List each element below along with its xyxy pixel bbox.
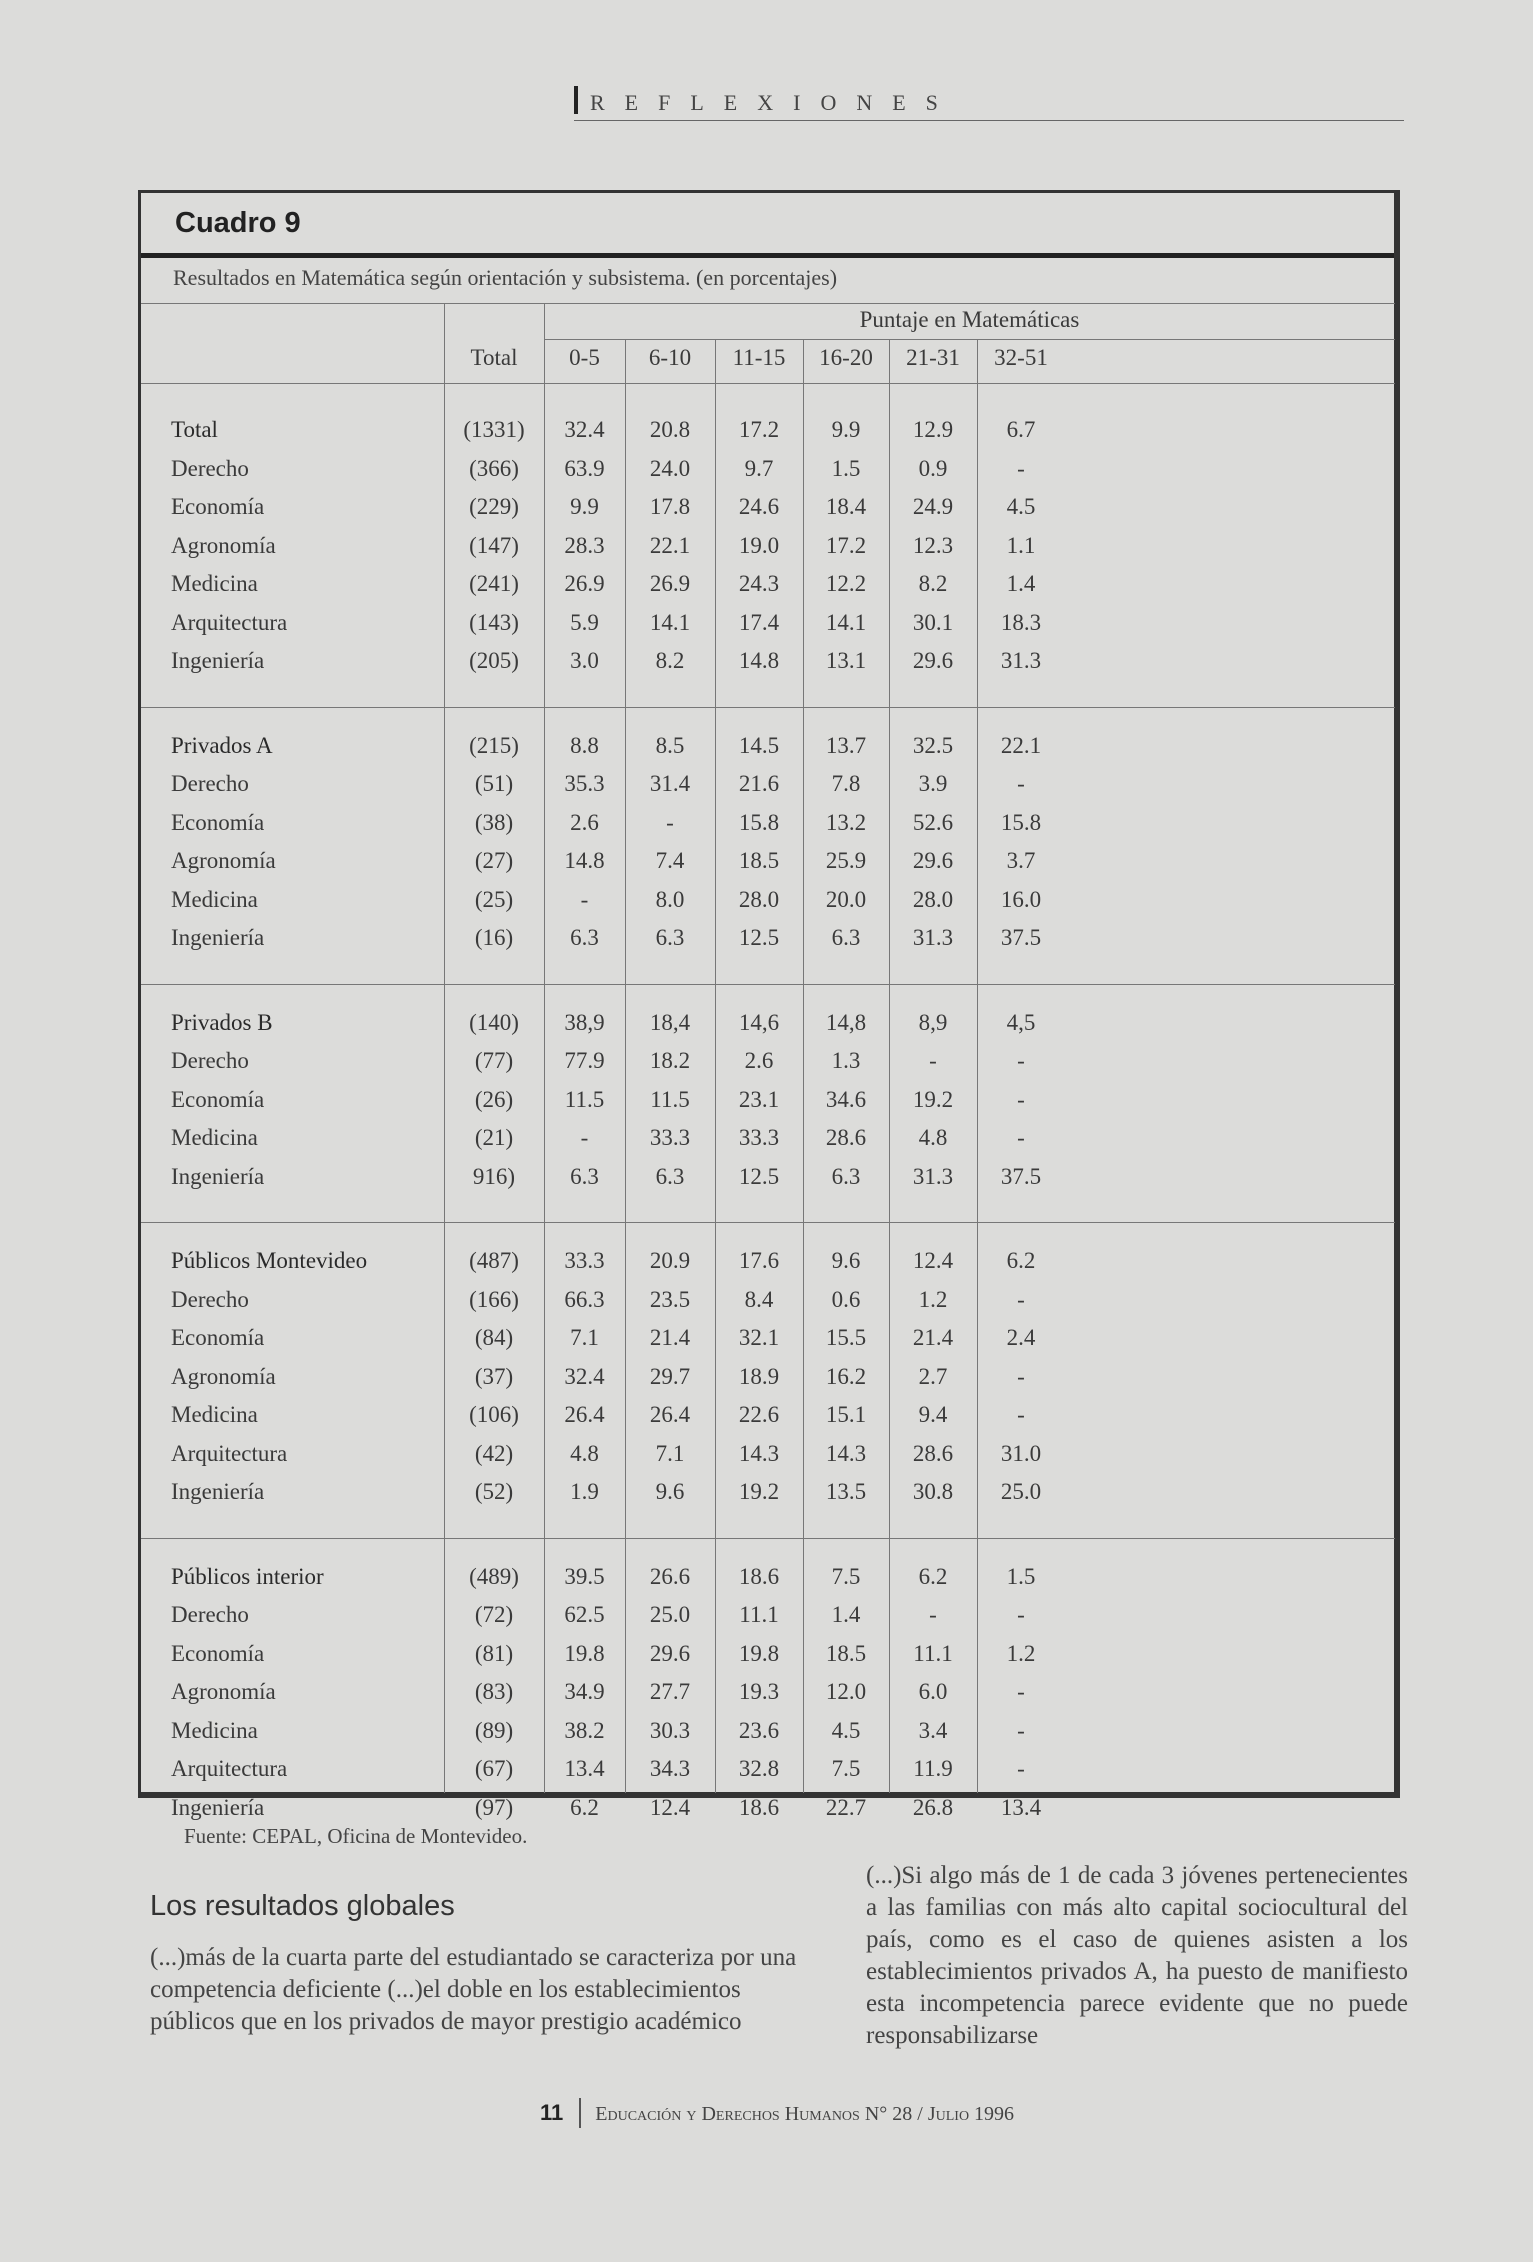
table-cell: 25.9 (825, 848, 867, 873)
table-cell: 32.1 (738, 1325, 780, 1350)
table-cell: 2.6 (570, 809, 599, 835)
table-cell: 0.6 (831, 1286, 861, 1312)
row-label: Medicina (171, 886, 258, 912)
table-cell: 6.3 (655, 925, 685, 950)
table-cell: 34.6 (825, 1086, 867, 1112)
table-cell: (26) (474, 1086, 514, 1112)
row-label: Economía (171, 1640, 265, 1666)
issue-info: N° 28 / Julio 1996 (864, 2103, 1015, 2125)
table-cell: (77) (474, 1048, 514, 1073)
table-cell: 6.3 (831, 925, 861, 950)
table-cell: 29.7 (649, 1363, 691, 1389)
table-cell: 11.1 (913, 1640, 953, 1666)
table-cell: 9.6 (655, 1479, 685, 1504)
table-cell: 3.9 (918, 771, 948, 796)
row-label: Medicina (171, 1125, 258, 1150)
table-cell: 14.3 (738, 1440, 780, 1466)
table-cell: 31.0 (1000, 1440, 1042, 1466)
table-cell: 7.1 (655, 1440, 685, 1466)
table-cell: (81) (474, 1640, 514, 1666)
table-cell: 77.9 (564, 1048, 605, 1073)
table-cell: 33.3 (738, 1125, 780, 1150)
row-label: Ingeniería (171, 1794, 265, 1820)
footer-separator (579, 2098, 581, 2128)
row-label: Arquitectura (171, 1440, 288, 1466)
table-cell: 9.6 (831, 1248, 861, 1273)
table-cell: (72) (474, 1602, 514, 1627)
table-cell: 1.5 (831, 455, 861, 481)
table-cell: (38) (474, 809, 514, 835)
header-bar (574, 86, 578, 114)
table-cell: 31.3 (912, 925, 954, 950)
table-cell: 26.4 (649, 1402, 691, 1427)
table-cell: 27.7 (649, 1679, 691, 1704)
table-cell: 14.1 (649, 609, 691, 635)
table-cell: 1.1 (1006, 532, 1036, 558)
row-label: Arquitectura (171, 1756, 288, 1781)
table-cell: 19.8 (738, 1640, 780, 1666)
table-cell: 1.4 (1006, 571, 1036, 596)
column-rule (889, 339, 890, 1793)
table-cell: 11.5 (650, 1086, 690, 1112)
table-cell: - (929, 1602, 937, 1627)
table-cell: 18.4 (825, 494, 867, 519)
row-label: Economía (171, 1086, 265, 1112)
table-cell: 1.2 (1006, 1640, 1036, 1666)
table-cell: 22.7 (825, 1794, 867, 1820)
table-cell: 20.0 (825, 886, 867, 912)
table-cell: 7.5 (831, 1563, 861, 1589)
row-label: Arquitectura (171, 609, 288, 635)
table-cell: 3.0 (570, 648, 599, 673)
row-label: Agronomía (171, 1679, 276, 1704)
table-cell: 6.0 (918, 1679, 948, 1704)
column-rule (715, 339, 716, 1793)
table-cell: (1331) (463, 417, 525, 442)
column-header: 0-5 (569, 345, 600, 370)
table-cell: 18.2 (649, 1048, 691, 1073)
group-label: Públicos Montevideo (171, 1248, 368, 1273)
table-cell: 7.8 (831, 771, 861, 796)
table-cell: (147) (469, 532, 519, 558)
table-caption: Resultados en Matemática según orientación y subsistema. (en porcentajes) (173, 265, 838, 290)
table-cell: 37.5 (1000, 925, 1042, 950)
title-rule (141, 253, 1394, 258)
table-cell: (83) (474, 1679, 514, 1704)
table-cell: 28.0 (912, 886, 954, 912)
table-cell: 13.4 (1000, 1794, 1042, 1820)
row-label: Derecho (171, 771, 249, 796)
table-cell: 18.6 (738, 1563, 780, 1589)
table-cell: (42) (474, 1440, 514, 1466)
table-cell: 26.9 (649, 571, 691, 596)
table-cell: 26.8 (912, 1794, 954, 1820)
table-cell: 15.5 (825, 1325, 867, 1350)
table-cell: 24.3 (738, 571, 780, 596)
table-cell: 17.8 (649, 494, 691, 519)
table-cell: 7.1 (570, 1325, 599, 1350)
section-heading: Los resultados globales (150, 1890, 455, 1922)
table-cell: 1.2 (918, 1286, 948, 1312)
table-cell: 30.3 (649, 1717, 691, 1743)
left-paragraph: (...)más de la cuarta parte del estudiantado se caracteriza por una competencia deficiente (...)el doble en los establecimientos públicos que en los privados de mayor prestigio académico (150, 1944, 797, 2035)
table-cell: - (1017, 1717, 1025, 1743)
table-cell: 14.8 (564, 848, 605, 873)
table-cell: 66.3 (564, 1286, 605, 1312)
table-cell: 24.9 (912, 494, 954, 519)
table-cell: - (1017, 1679, 1025, 1704)
table-cell: 14.8 (738, 648, 780, 673)
group-divider (141, 984, 1395, 985)
table-cell: 11.5 (564, 1086, 605, 1112)
table-cell: 12.3 (912, 532, 954, 558)
table-cell: 33.3 (564, 1248, 605, 1273)
table-cell: 1.5 (1006, 1563, 1036, 1589)
table-cell: 21.6 (738, 771, 780, 796)
column-header: 21-31 (906, 345, 960, 370)
row-label: Economía (171, 809, 265, 835)
row-label: Economía (171, 494, 265, 519)
source-note: Fuente: CEPAL, Oficina de Montevideo. (184, 1824, 528, 1848)
column-header: 6-10 (648, 345, 692, 370)
table-cell: 15.1 (825, 1402, 867, 1427)
table-cell: 12.5 (738, 1163, 780, 1189)
table-title: Cuadro 9 (175, 207, 301, 239)
table-cell: 37.5 (1000, 1163, 1042, 1189)
table-cell: 5.9 (570, 609, 599, 635)
column-rule (977, 339, 978, 1793)
table-cell: 31.3 (1000, 648, 1042, 673)
table-cell: 8.5 (655, 732, 685, 758)
table-cell: 28.6 (912, 1440, 954, 1466)
table-cell: 6.2 (1006, 1248, 1036, 1273)
row-label: Agronomía (171, 1363, 276, 1389)
table-cell: 14.1 (825, 609, 867, 635)
table-cell: 12.9 (912, 417, 954, 442)
table-cell: (52) (474, 1479, 514, 1504)
table-cell: 13.2 (825, 809, 867, 835)
table-cell: 22.6 (738, 1402, 780, 1427)
table-cell: 13.1 (825, 648, 867, 673)
table-cell: 26.4 (564, 1402, 605, 1427)
column-rule (544, 303, 545, 1793)
table-cell: 20.8 (649, 417, 691, 442)
table-cell: (229) (469, 494, 519, 519)
publication-name: Educación y Derechos Humanos (595, 2103, 860, 2125)
page-number: 11 (540, 2100, 564, 2125)
table-cell: 16.2 (825, 1363, 867, 1389)
table-cell: 17.6 (738, 1248, 780, 1273)
table-cell: (366) (469, 455, 519, 481)
row-label: Ingeniería (171, 1479, 265, 1504)
table-cell: 6.2 (570, 1794, 599, 1820)
table-cell: 12.4 (912, 1248, 954, 1273)
table-cell: 2.7 (918, 1363, 948, 1389)
running-title: REFLEXIONES (590, 90, 958, 115)
table-cell: - (1017, 1086, 1025, 1112)
table-cell: 17.4 (738, 609, 780, 635)
table-cell: 4.8 (570, 1440, 599, 1466)
table-cell: 52.6 (912, 809, 954, 835)
column-rule (803, 339, 804, 1793)
table-cell: 29.6 (649, 1640, 691, 1666)
table-cell: (25) (474, 886, 514, 912)
column-header: 11-15 (732, 345, 786, 370)
table-cell: 8.4 (744, 1286, 774, 1312)
table-cell: 14.5 (738, 732, 780, 758)
table-cell: (97) (474, 1794, 514, 1820)
table-cell: 2.4 (1006, 1325, 1036, 1350)
table-cell: (84) (474, 1325, 514, 1350)
row-label: Ingeniería (171, 1163, 265, 1189)
table-cell: 14,8 (825, 1009, 867, 1035)
row-label: Derecho (171, 1602, 249, 1627)
table-cell: 4.8 (918, 1125, 948, 1150)
table-cell: 16.0 (1000, 886, 1042, 912)
table-cell: 34.3 (649, 1756, 691, 1781)
table-cell: 29.6 (912, 648, 954, 673)
table-cell: (143) (469, 609, 519, 635)
row-label: Ingeniería (171, 648, 265, 673)
table-cell: 35.3 (564, 771, 605, 796)
table-cell: - (1017, 1286, 1025, 1312)
table-cell: 4.5 (1006, 494, 1036, 519)
table-cell: 6.3 (570, 925, 599, 950)
table-cell: (489) (469, 1563, 519, 1589)
row-label: Agronomía (171, 532, 276, 558)
table-cell: 22.1 (649, 532, 691, 558)
table-cell: 916) (472, 1163, 516, 1189)
table-cell: (241) (469, 571, 519, 596)
table-cell: - (1017, 1125, 1025, 1150)
table-cell: - (1017, 1402, 1025, 1427)
table-cell: 29.6 (912, 848, 954, 873)
table-cell: 18,4 (649, 1009, 691, 1035)
row-label: Derecho (171, 1286, 249, 1312)
table-cell: 32.4 (564, 417, 605, 442)
table-cell: 8.0 (655, 886, 685, 912)
table-cell: 18.6 (738, 1794, 780, 1820)
table-cell: 9.9 (570, 494, 599, 519)
table-cell: 19.3 (738, 1679, 780, 1704)
table-cell: (89) (474, 1717, 514, 1743)
table-cell: 7.5 (831, 1756, 861, 1781)
table-cell: 6.3 (831, 1163, 861, 1189)
table-cell: 12.5 (738, 925, 780, 950)
row-label: Economía (171, 1325, 265, 1350)
table-cell: 31.4 (649, 771, 691, 796)
table-cell: (166) (469, 1286, 519, 1312)
row-label: Derecho (171, 455, 249, 481)
table-cell: 20.9 (649, 1248, 691, 1273)
table-cell: 19.8 (564, 1640, 605, 1666)
table-cell: 28.6 (825, 1125, 867, 1150)
row-label: Ingeniería (171, 925, 265, 950)
table-cell: 1.9 (570, 1479, 599, 1504)
table-cell: 19.2 (912, 1086, 954, 1112)
group-label: Privados A (171, 732, 273, 758)
table-cell: 8.2 (655, 648, 685, 673)
table-cell: 11.9 (913, 1756, 953, 1781)
table-cell: 18.9 (738, 1363, 780, 1389)
table-cell: 15.8 (738, 809, 780, 835)
row-label: Agronomía (171, 848, 276, 873)
table-cell: 28.0 (738, 886, 780, 912)
column-rule (444, 303, 445, 1793)
table-cell: 24.0 (649, 455, 691, 481)
group-label: Privados B (171, 1009, 273, 1035)
table-cell: - (929, 1048, 937, 1073)
group-label: Total (171, 417, 218, 442)
table-cell: (27) (474, 848, 514, 873)
table-cell: (51) (474, 771, 514, 796)
row-label: Medicina (171, 1717, 258, 1743)
table-cell: 23.1 (738, 1086, 780, 1112)
table-cell: 0.9 (918, 455, 948, 481)
table-cell: - (1017, 1048, 1025, 1073)
table-cell: 4,5 (1006, 1009, 1036, 1035)
table-cell: 25.0 (649, 1602, 691, 1627)
table-cell: 31.3 (912, 1163, 954, 1189)
table-cell: 32.5 (912, 732, 954, 758)
table-cell: 26.6 (649, 1563, 691, 1589)
table-cell: 15.8 (1000, 809, 1042, 835)
running-header (574, 86, 1404, 121)
table-cell: - (1017, 771, 1025, 796)
table-cell: 17.2 (738, 417, 780, 442)
table-cell: 32.8 (738, 1756, 780, 1781)
column-header: 16-20 (819, 345, 873, 370)
table-cell: 6.7 (1006, 417, 1036, 442)
table-cell: 4.5 (831, 1717, 861, 1743)
table-cell: 30.8 (912, 1479, 954, 1504)
table-cell: (140) (469, 1009, 519, 1035)
table-cell: 21.4 (649, 1325, 691, 1350)
column-header: 32-51 (994, 345, 1048, 370)
table-cell: 39.5 (564, 1563, 605, 1589)
table-cell: 2.6 (744, 1048, 774, 1073)
table-cell: 38,9 (564, 1009, 605, 1035)
table-cell: - (1017, 1756, 1025, 1781)
table-cell: 12.4 (649, 1794, 691, 1820)
table-cell: 1.4 (831, 1602, 861, 1627)
table-cell: 8,9 (918, 1009, 948, 1035)
page-footer (540, 2098, 1014, 2128)
column-header: Total (470, 345, 518, 370)
table-cell: - (1017, 455, 1025, 481)
table-cell: 32.4 (564, 1363, 605, 1389)
table-cell: 9.7 (744, 455, 774, 481)
table-cell: 1.3 (831, 1048, 861, 1073)
table-cell: - (1017, 1602, 1025, 1627)
table-cell: 63.9 (564, 455, 605, 481)
table-cell: 7.4 (655, 848, 685, 873)
table-cell: 22.1 (1000, 732, 1042, 758)
subheader-rule (544, 339, 1395, 340)
table-cell: 12.2 (825, 571, 867, 596)
table-cell: 18.3 (1000, 609, 1042, 635)
group-divider (141, 707, 1395, 708)
table-cell: - (580, 886, 589, 912)
column-header-rule (141, 383, 1395, 384)
table-cell: 30.1 (912, 609, 954, 635)
table-cell: 11.1 (739, 1602, 779, 1627)
table-cell: 8.2 (918, 571, 948, 596)
table-cell: 3.4 (918, 1717, 948, 1743)
table-cell: 19.0 (738, 532, 780, 558)
table-cell: 6.2 (918, 1563, 948, 1589)
table-cell: 6.3 (570, 1163, 599, 1189)
table-cell: (215) (469, 732, 519, 758)
table-cell: 14.3 (825, 1440, 867, 1466)
table-cell: (487) (469, 1248, 519, 1273)
table-cell: 34.9 (564, 1679, 605, 1704)
table-cell: 12.0 (825, 1679, 867, 1704)
table-cell: (106) (469, 1402, 519, 1427)
table-cell: (16) (474, 925, 514, 950)
table-cell: 18.5 (825, 1640, 867, 1666)
table-cell: 23.5 (649, 1286, 691, 1312)
group-divider (141, 1222, 1395, 1223)
group-label: Públicos interior (171, 1563, 324, 1589)
table-cell: 17.2 (825, 532, 867, 558)
table-cell: - (666, 809, 674, 835)
row-label: Medicina (171, 571, 258, 596)
group-divider (141, 1538, 1395, 1539)
table-cell: - (1017, 1363, 1025, 1389)
table-cell: 25.0 (1000, 1479, 1042, 1504)
header-rule (141, 303, 1395, 304)
row-label: Medicina (171, 1402, 258, 1427)
table-cell: 62.5 (564, 1602, 605, 1627)
table-cell: 14,6 (738, 1009, 780, 1035)
table-cell: (37) (474, 1363, 514, 1389)
table-cell: 23.6 (738, 1717, 780, 1743)
table-cell: 38.2 (564, 1717, 605, 1743)
table-cell: 26.9 (564, 571, 605, 596)
column-rule (625, 339, 626, 1793)
table-cell: 24.6 (738, 494, 780, 519)
row-label: Derecho (171, 1048, 249, 1073)
table-cell: 21.4 (912, 1325, 954, 1350)
table-cell: (205) (469, 648, 519, 673)
table-cell: - (580, 1125, 589, 1150)
table-cell: 3.7 (1006, 848, 1036, 873)
table-box (138, 190, 1400, 1820)
table-cell: 9.4 (918, 1402, 948, 1427)
table-cell: 18.5 (738, 848, 780, 873)
table-cell: 33.3 (649, 1125, 691, 1150)
table-cell: 28.3 (564, 532, 605, 558)
table-cell: 6.3 (655, 1163, 685, 1189)
table-cell: 13.4 (564, 1756, 605, 1781)
table-cell: 9.9 (831, 417, 861, 442)
table-cell: 13.5 (825, 1479, 867, 1504)
table-cell: 13.7 (825, 732, 867, 758)
right-paragraph: (...)Si algo más de 1 de cada 3 jóvenes pertenecientes a las familias con más alto capital sociocultural del país, como es el caso de quienes asisten a los establecimientos privados A, ha puesto de manifiesto esta incompetencia parece evidente que no puede responsabilizarse (866, 1862, 1408, 2049)
table-cell: 8.8 (570, 732, 599, 758)
table-cell: (21) (474, 1125, 514, 1150)
group-header: Puntaje en Matemáticas (859, 307, 1080, 332)
table-cell: 19.2 (738, 1479, 780, 1504)
table-cell: (67) (474, 1756, 514, 1781)
